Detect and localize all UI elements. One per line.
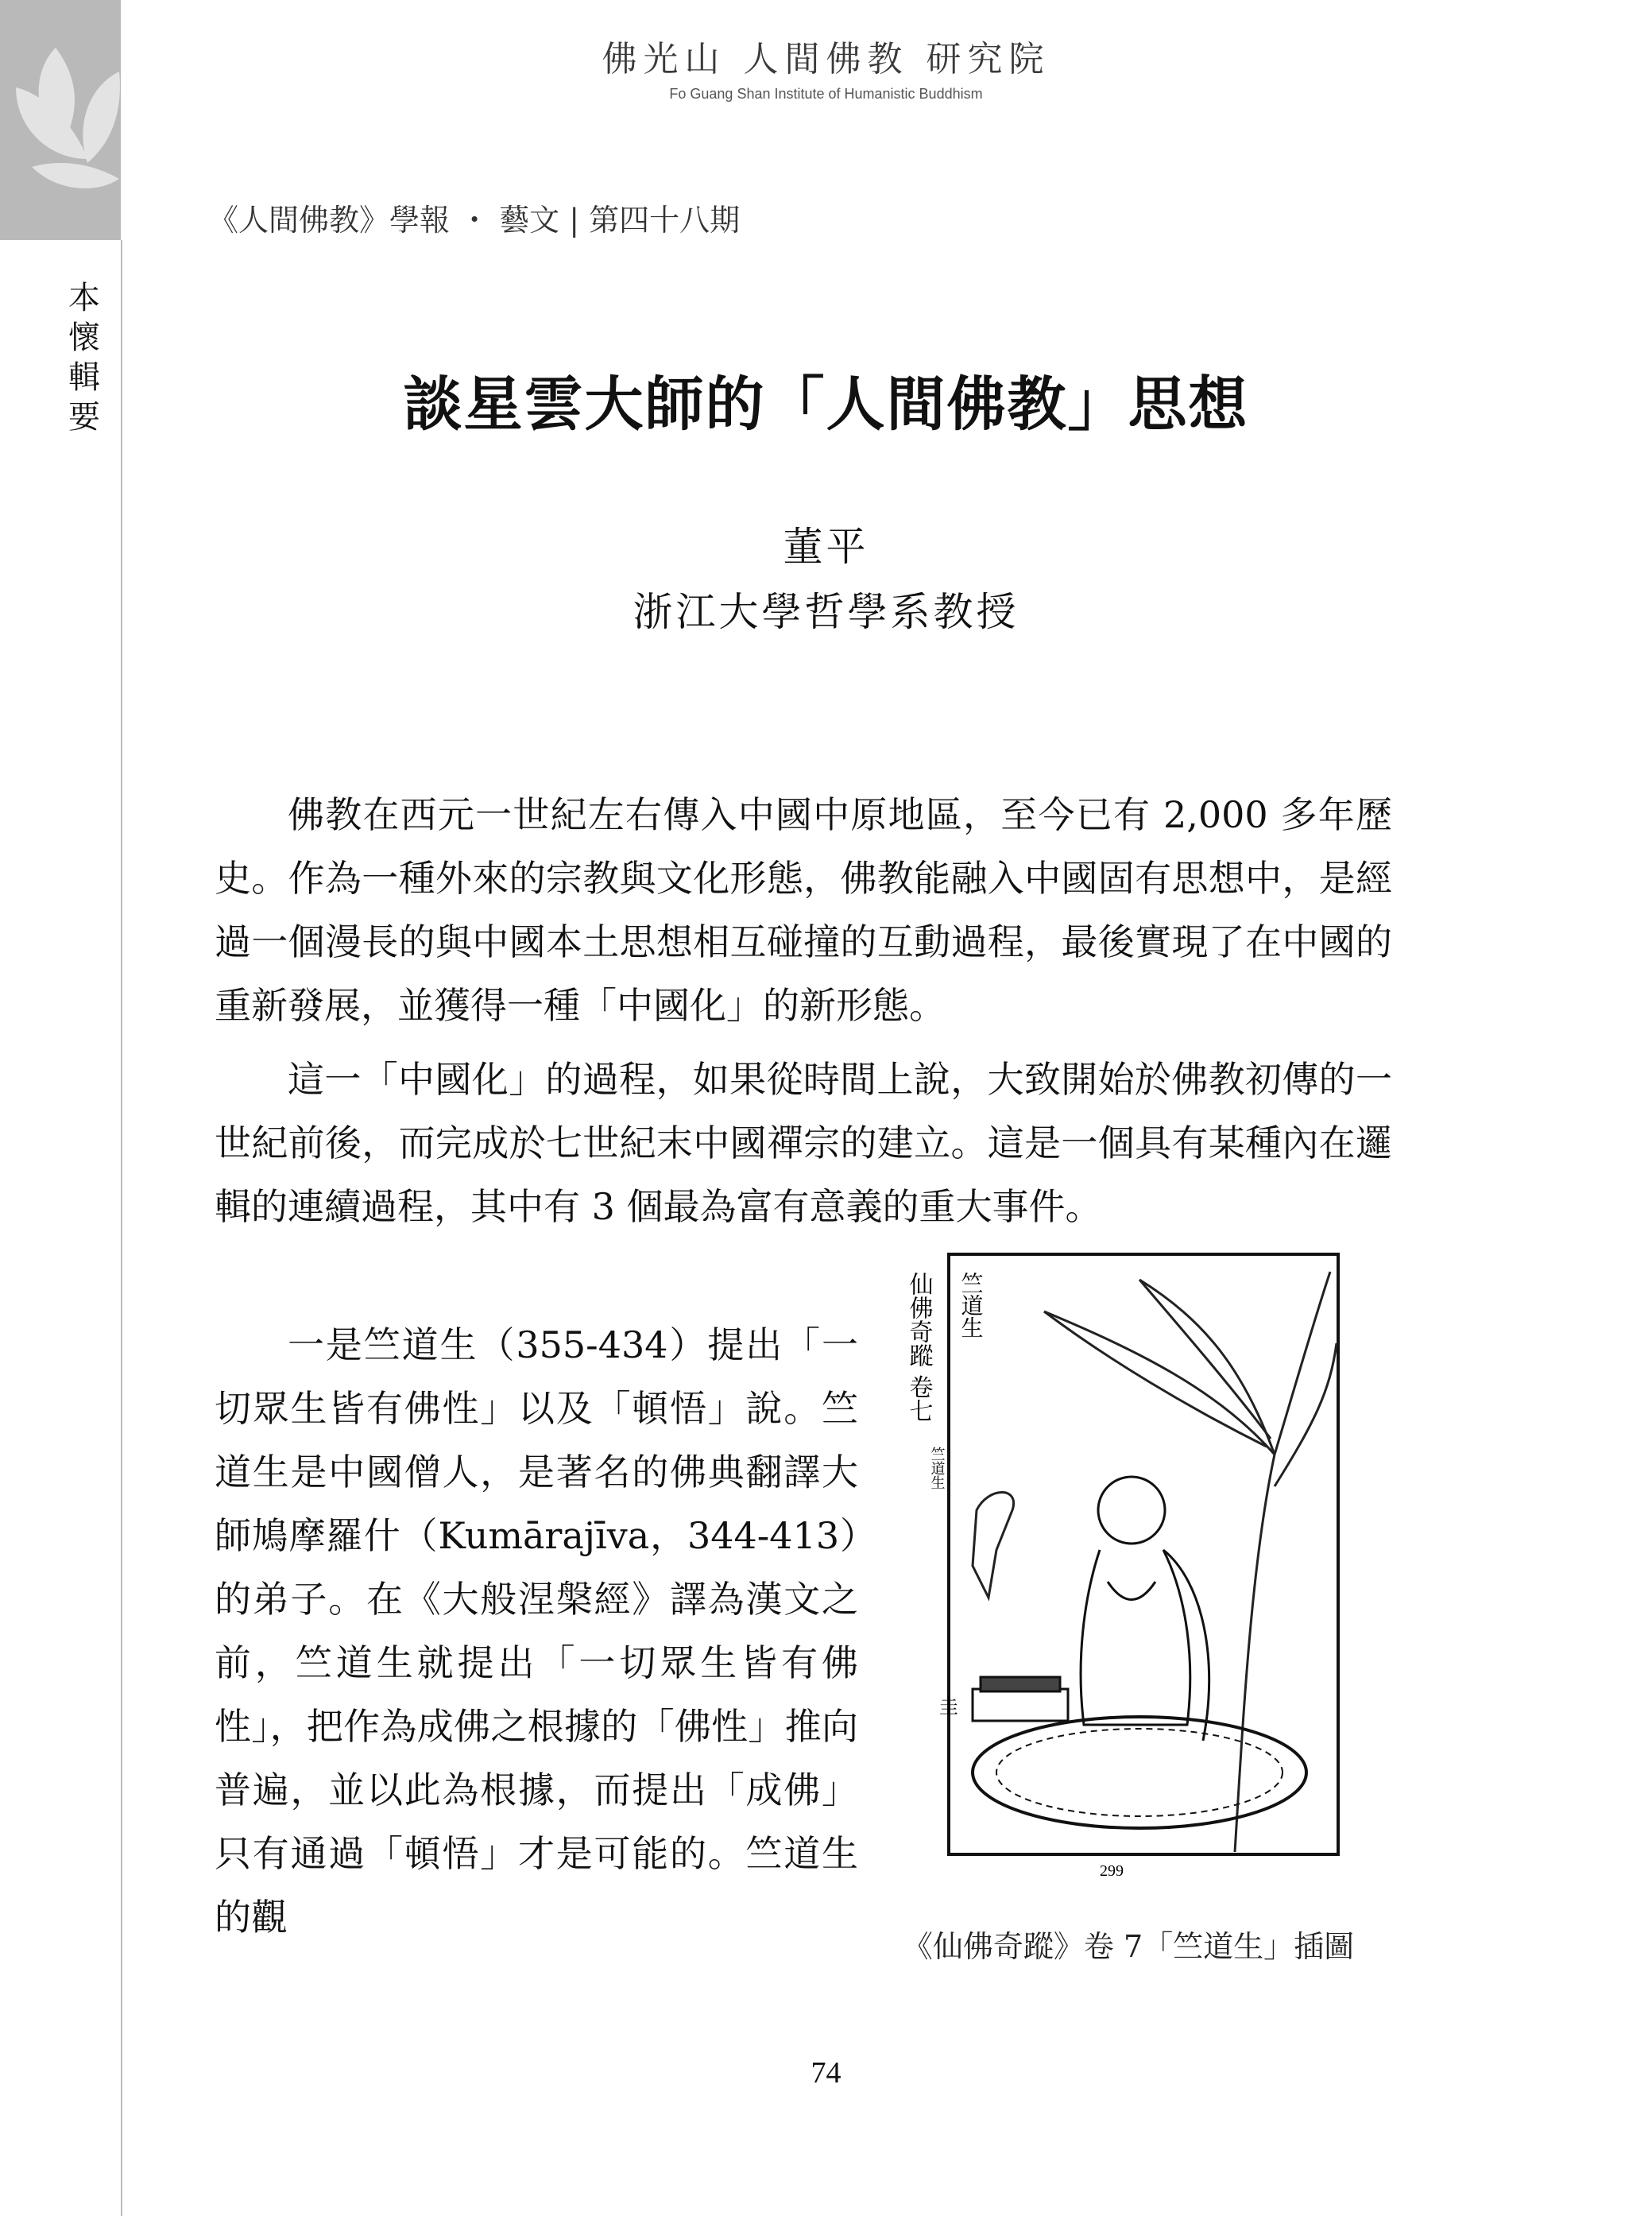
figure-caption: 《仙佛奇蹤》卷 7「竺道生」插圖 xyxy=(902,1929,1355,1964)
books-icon xyxy=(973,1677,1068,1721)
article-title: 談星雲大師的「人間佛教」思想 xyxy=(403,370,1249,439)
figure-book-title: 仙佛奇蹤 卷七 xyxy=(904,1272,933,1423)
figure-leaf-number: 圭 xyxy=(939,1695,958,1718)
side-label-char: 輯 xyxy=(68,359,100,396)
author-name: 董平 xyxy=(783,524,869,570)
woodblock-illustration xyxy=(901,1248,1346,1879)
banana-tree-icon xyxy=(1044,1272,1337,1852)
body-paragraph: 這一「中國化」的過程，如果從時間上說，大致開始於佛教初傳的一世紀前後，而完成於七世紀末中國禪宗的建立。這是一個具有某種內在邏輯的連續過程，其中有 3 個最為富有意義的重大事件。 xyxy=(215,1058,1392,1228)
institute-name: 佛光山 人間佛教 研究院 xyxy=(602,39,1050,79)
rock-icon xyxy=(973,1493,1014,1598)
institute-name-english: Fo Guang Shan Institute of Humanistic Buddhism xyxy=(669,86,983,102)
running-title: 《人間佛教》學報 ・ 藝文 | 第四十八期 xyxy=(208,203,741,238)
figure-name-label: 竺道生 xyxy=(958,1272,985,1339)
page-number: 74 xyxy=(811,2056,841,2090)
side-label-char: 要 xyxy=(68,399,100,436)
figure-plate-number: 299 xyxy=(1100,1862,1124,1879)
figure-small-label: 竺道生 xyxy=(928,1447,946,1490)
body-paragraph: 佛教在西元一世紀左右傳入中國中原地區，至今已有 2,000 多年歷史。作為一種外來的宗教與文化形態，佛教能融入中國固有思想中，是經過一個漫長的與中國本土思想相互碰撞的互動過程，最後實現了在中國的重新發展，並獲得一種「中國化」的新形態。 xyxy=(215,793,1392,1027)
side-label-char: 懷 xyxy=(68,320,100,356)
author-affiliation: 浙江大學哲學系教授 xyxy=(633,589,1019,635)
monk-figure-icon xyxy=(1081,1477,1209,1741)
body-paragraph: 一是竺道生（355-434）提出「一切眾生皆有佛性」以及「頓悟」說。竺道生是中國僧人，是著名的佛典翻譯大師鳩摩羅什（Kumārajīva，344-413）的弟子。在《大般涅槃經》譯為漢文之前，竺道生就提出「一切眾生皆有佛性」，把作為成佛之根據的「佛性」推向普遍，並以此為根據，而提出「成佛」只有通過「頓悟」才是可能的。竺道生的觀 xyxy=(215,1323,858,1939)
prayer-mat-icon xyxy=(973,1717,1306,1828)
side-label-char: 本 xyxy=(68,280,100,316)
